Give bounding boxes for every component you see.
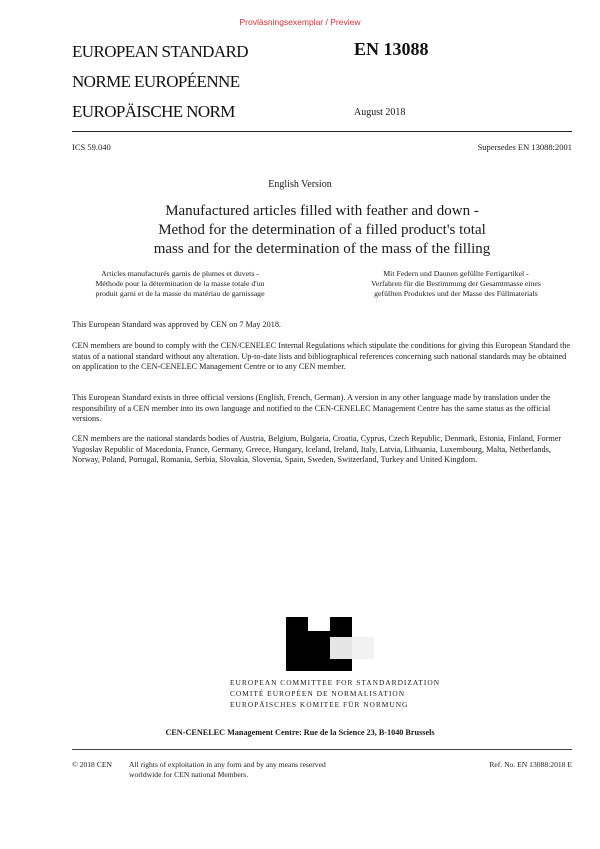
document-title [100,202,544,259]
management-centre-address: CEN-CENELEC Management Centre: Rue de la Science 23, B-1040 Brussels [165,728,435,737]
committee-en: EUROPEAN COMMITTEE FOR STANDARDIZATION [230,678,441,687]
standard-number: EN 13088 [354,39,429,59]
title-de-line: Verfahren für die Bestimmung der Gesamtmasse eines [371,279,541,288]
title-line: Manufactured articles filled with feather and down - [165,203,479,219]
title-french [62,269,298,299]
copyright: © 2018 CEN [72,760,112,769]
title-line: mass and for the determination of the mass of the filling [153,241,491,257]
ics-code: ICS 59.040 [72,142,111,152]
title-fr-line: produit garni et de la masse du matériau de garnissage [95,289,265,298]
rights-line: worldwide for CEN national Members. [129,770,249,779]
reference-number: Ref. No. EN 13088:2018 E [489,760,572,769]
compliance-paragraph: CEN members are bound to comply with the CEN/CENELEC Internal Regulations which stipulate the conditions for giving this European Standard the status of a national standard without any alteration. Up-to-date lists and bibliographical references concerning such national standards may be obtained on application to the CEN-CENELEC Management Centre or to any CEN member. [72,341,570,372]
title-german [338,269,574,299]
rights-line: All rights of exploitation in any form and by any means reserved [129,760,326,769]
header-divider [72,131,572,132]
standard-name-fr: NORME EUROPÉENNE [72,72,240,91]
standard-name-en: EUROPEAN STANDARD [72,42,248,61]
versions-paragraph: This European Standard exists in three official versions (English, French, German). A version in any other language made by translation under the responsibility of a CEN member into its own language and notified to the CEN-CENELEC Management Centre has the same status as the official versions. [72,393,551,424]
version-label: English Version [268,179,332,190]
approval-paragraph: This European Standard was approved by CEN on 7 May 2018. [72,320,281,329]
cen-logo-icon [286,617,376,671]
title-fr-line: Articles manufacturés garnis de plumes et duvets - [101,269,259,278]
title-fr-line: Méthode pour la détermination de la masse totale d'un [95,279,265,288]
title-line: Method for the determination of a filled product's total [158,222,486,238]
preview-banner: Provläsningsexemplar / Preview [239,17,361,27]
standard-name-de: EUROPÄISCHE NORM [72,102,235,121]
publication-date: August 2018 [354,107,406,118]
members-paragraph: CEN members are the national standards bodies of Austria, Belgium, Bulgaria, Croatia, Cyprus, Czech Republic, Denmark, Estonia, Finland, Former Yugoslav Republic of Macedonia, France, Germany, Greece, Hungary, Iceland, Ireland, Italy, Latvia, Lithuania, Luxembourg, Malta, Netherlands, Norway, Poland, Portugal, Romania, Serbia, Slovakia, Slovenia, Spain, Sweden, Switzerland, Turkey and United Kingdom. [72,434,562,465]
footer-divider [72,749,572,750]
supersedes-note: Supersedes EN 13088:2001 [477,142,572,152]
title-de-line: Mit Federn und Daunen gefüllte Fertigartikel - [383,269,529,278]
committee-fr: COMITÉ EUROPÉEN DE NORMALISATION [230,689,406,698]
committee-de: EUROPÄISCHES KOMITEE FÜR NORMUNG [230,700,409,709]
rights-statement [129,760,389,780]
title-de-line: gefüllten Produktes und der Masse des Füllmaterials [374,289,538,298]
